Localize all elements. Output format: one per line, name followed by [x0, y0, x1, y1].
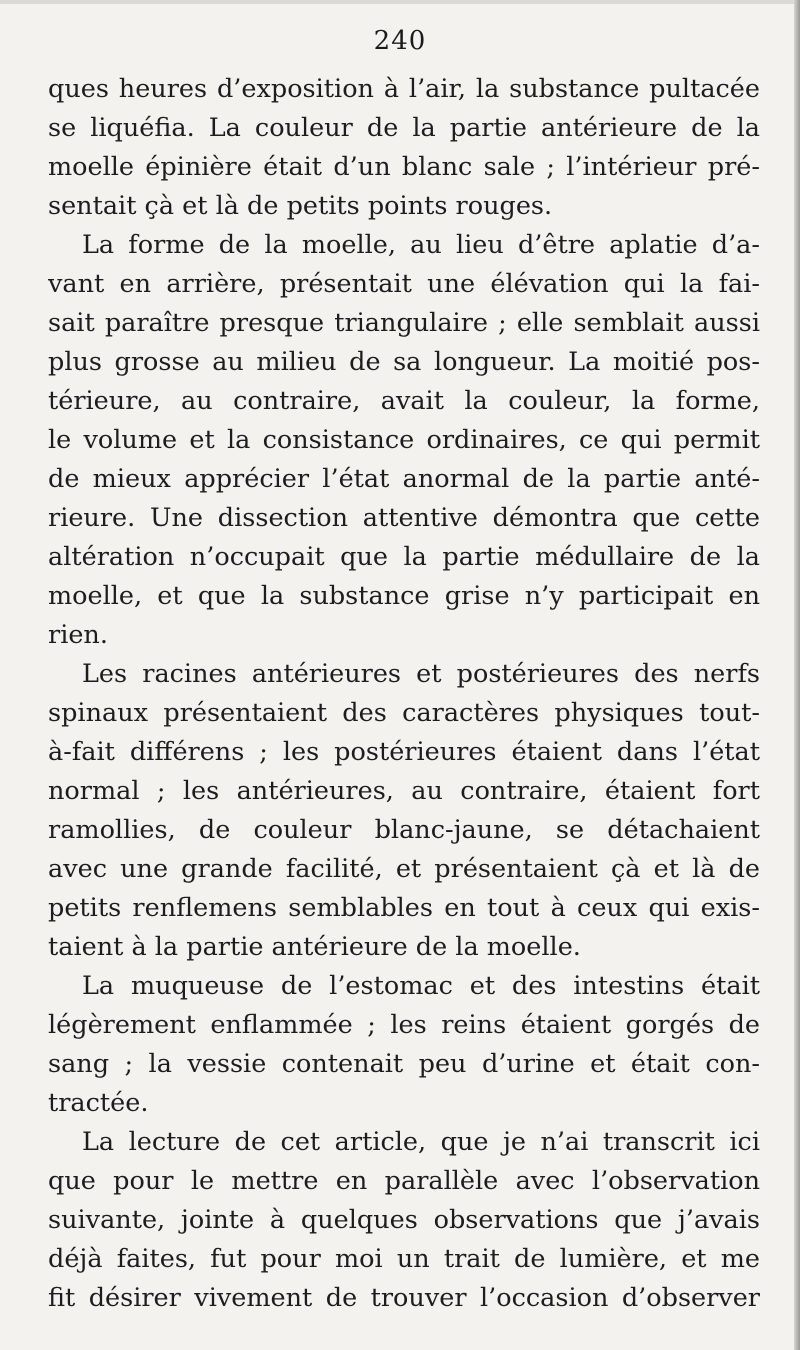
text-line: ques heures d’exposition à l’air, la substance pultacée [48, 74, 760, 104]
body-text [48, 70, 760, 1318]
text-line: vant en arrière, présentait une élévation qui la fai- [48, 269, 760, 299]
text-line: moelle, et que la substance grise n’y participait en [48, 581, 760, 611]
text-line: tractée. [48, 1088, 149, 1118]
text-line: spinaux présentaient des caractères physiques tout- [48, 698, 760, 728]
text-line: altération n’occupait que la partie médullaire de la [48, 542, 760, 572]
paragraph-first-line: La lecture de cet article, que je n’ai transcrit ici [82, 1127, 760, 1157]
text-line: sentait çà et là de petits points rouges. [48, 191, 553, 221]
text-line: le volume et la consistance ordinaires, ce qui permit [48, 425, 760, 455]
text-line: fit désirer vivement de trouver l’occasion d’observer [48, 1283, 760, 1313]
text-line: avec une grande facilité, et présentaient çà et là de [48, 854, 760, 884]
paragraph-first-line: La muqueuse de l’estomac et des intestins était [82, 971, 760, 1001]
scan-edge-top [0, 0, 800, 4]
page-number: 240 [373, 26, 427, 56]
text-line: plus grosse au milieu de sa longueur. La moitié pos- [48, 347, 760, 377]
text-line: se liquéfia. La couleur de la partie antérieure de la [48, 113, 760, 143]
text-line: sang ; la vessie contenait peu d’urine et était con- [48, 1049, 760, 1079]
paragraph-first-line: Les racines antérieures et postérieures des nerfs [82, 659, 760, 689]
text-line: ramollies, de couleur blanc-jaune, se détachaient [48, 815, 760, 845]
text-line: légèrement enflammée ; les reins étaient gorgés de [48, 1010, 760, 1040]
text-line: de mieux apprécier l’état anormal de la partie anté- [48, 464, 760, 494]
text-line: suivante, jointe à quelques observations que j’avais [48, 1205, 760, 1235]
text-line: que pour le mettre en parallèle avec l’observation [48, 1166, 760, 1196]
text-line: normal ; les antérieures, au contraire, étaient fort [48, 776, 760, 806]
text-line: moelle épinière était d’un blanc sale ; l’intérieur pré- [48, 152, 760, 182]
text-line: rieure. Une dissection attentive démontra que cette [48, 503, 760, 533]
text-line: rien. [48, 620, 108, 650]
scan-edge-right [794, 0, 800, 1350]
text-line: térieure, au contraire, avait la couleur, la forme, [48, 386, 760, 416]
text-line: sait paraître presque triangulaire ; elle semblait aussi [48, 308, 760, 338]
text-line: à-fait différens ; les postérieures étaient dans l’état [48, 737, 760, 767]
text-line: taient à la partie antérieure de la moelle. [48, 932, 581, 962]
paragraph-first-line: La forme de la moelle, au lieu d’être aplatie d’a- [82, 230, 760, 260]
text-line: petits renflemens semblables en tout à ceux qui exis- [48, 893, 760, 923]
text-line: déjà faites, fut pour moi un trait de lumière, et me [48, 1244, 760, 1274]
